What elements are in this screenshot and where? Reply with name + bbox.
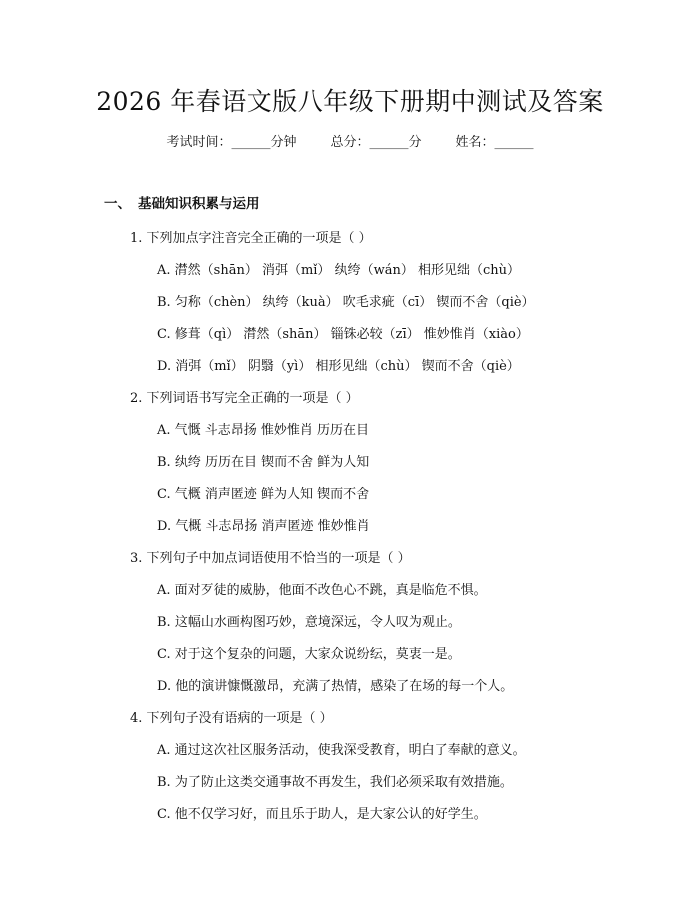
- question-1-option-c: C. 修葺（qì） 潸然（shān） 锱铢必较（zī） 惟妙惟肖（xiào）: [157, 327, 529, 342]
- name-field: 姓名：______: [455, 135, 534, 150]
- exam-time-field: 考试时间：______分钟: [166, 135, 297, 150]
- question-4-stem: 4. 下列句子没有语病的一项是（ ）: [130, 711, 333, 726]
- section-title: 基础知识积累与运用: [138, 196, 260, 212]
- question-1-option-d: D. 消弭（mǐ） 阴翳（yì） 相形见绌（chù） 锲而不舍（qiè）: [157, 359, 520, 374]
- section-number: 一、: [104, 196, 131, 212]
- section-heading: [104, 192, 260, 212]
- total-score-field: 总分：______分: [330, 135, 422, 150]
- question-2-option-c: C. 气概 消声匿迹 鲜为人知 锲而不舍: [157, 487, 370, 502]
- question-3-option-c: C. 对于这个复杂的问题，大家众说纷纭，莫衷一是。: [157, 647, 461, 662]
- question-1-option-b: B. 匀称（chèn） 纨绔（kuà） 吹毛求疵（cī） 锲而不舍（qiè）: [157, 295, 535, 310]
- question-3-option-b: B. 这幅山水画构图巧妙，意境深远，令人叹为观止。: [157, 615, 461, 630]
- question-4-option-a: A. 通过这次社区服务活动，使我深受教育，明白了奉献的意义。: [157, 743, 526, 758]
- page-title: 2026 年春语文版八年级下册期中测试及答案: [96, 87, 604, 116]
- question-4-option-c: C. 他不仅学习好，而且乐于助人，是大家公认的好学生。: [157, 807, 487, 822]
- question-4-option-b: B. 为了防止这类交通事故不再发生，我们必须采取有效措施。: [157, 775, 513, 790]
- question-3-option-d: D. 他的演讲慷慨激昂，充满了热情，感染了在场的每一个人。: [157, 679, 514, 694]
- question-1-stem: 1. 下列加点字注音完全正确的一项是（ ）: [130, 231, 372, 246]
- question-2-option-a: A. 气慨 斗志昂扬 惟妙惟肖 历历在目: [157, 423, 370, 438]
- question-3-option-a: A. 面对歹徒的威胁，他面不改色心不跳，真是临危不惧。: [157, 583, 487, 598]
- question-2-option-d: D. 气概 斗志昂扬 消声匿迹 惟妙惟肖: [157, 519, 370, 534]
- question-1-option-a: A. 潸然（shān） 消弭（mǐ） 纨绔（wán） 相形见绌（chù）: [157, 263, 520, 278]
- question-2-stem: 2. 下列词语书写完全正确的一项是（ ）: [130, 391, 359, 406]
- exam-info-line: [0, 131, 700, 150]
- question-2-option-b: B. 纨绔 历历在目 锲而不舍 鲜为人知: [157, 455, 370, 470]
- question-3-stem: 3. 下列句子中加点词语使用不恰当的一项是（ ）: [130, 551, 411, 566]
